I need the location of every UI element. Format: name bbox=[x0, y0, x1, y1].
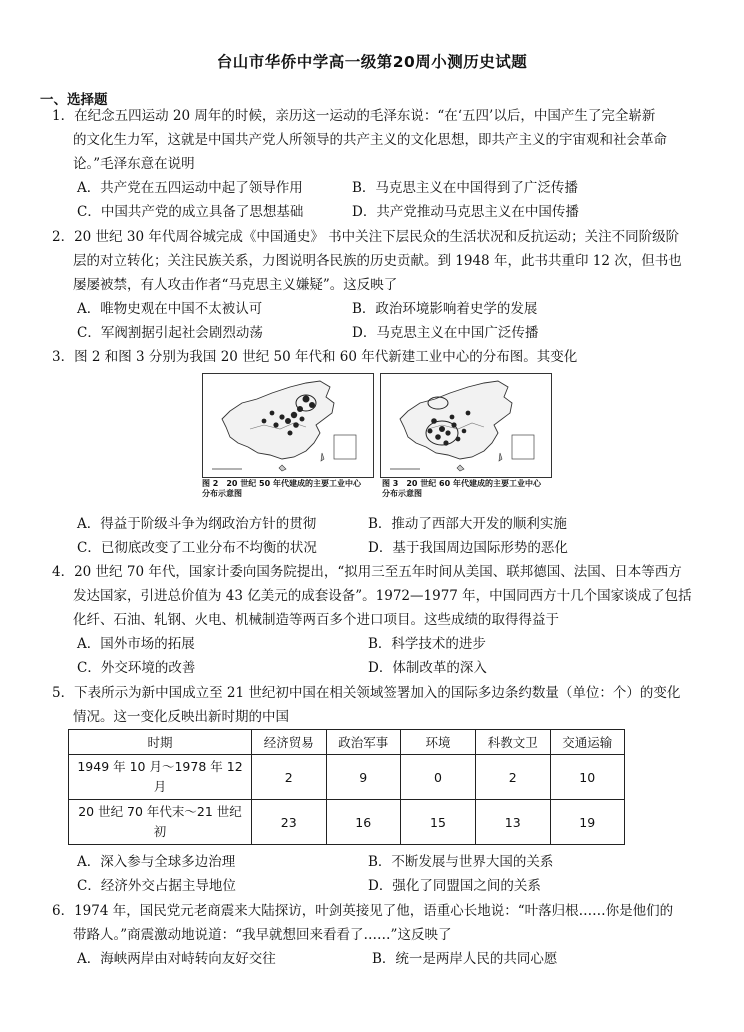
section-heading: 一、选择题 bbox=[40, 92, 108, 108]
page-title: 台山市华侨中学高一级第20周小测历史试题 bbox=[216, 53, 528, 71]
value-cell: 13 bbox=[476, 800, 551, 845]
value-cell: 10 bbox=[550, 755, 625, 800]
center-dot bbox=[270, 411, 275, 416]
question-4-line-1: 4．20 世纪 70 年代，国家计委向国务院提出，“拟用三至五年时间从美国、联邦德国、法国、日本等西方 bbox=[52, 564, 682, 580]
question-1-option-b: B．马克思主义在中国得到了广泛传播 bbox=[352, 180, 578, 196]
question-3-line-1: 3．图 2 和图 3 分别为我国 20 世纪 50 年代和 60 年代新建工业中心的分布图。其变化 bbox=[52, 349, 578, 365]
question-1-line-2: 的文化生力军，这就是中国共产党人所领导的共产主义的文化思想，即共产主义的宇宙观和社会革命 bbox=[73, 132, 667, 148]
column-header-economy-trade: 经济贸易 bbox=[252, 730, 327, 755]
center-dot bbox=[303, 396, 310, 403]
question-2-option-a: A．唯物史观在中国不太被认可 bbox=[77, 301, 263, 317]
question-1-option-a: A．共产党在五四运动中起了领导作用 bbox=[77, 180, 303, 196]
value-cell: 23 bbox=[252, 800, 327, 845]
column-header-environment: 环境 bbox=[401, 730, 476, 755]
center-dot bbox=[439, 426, 445, 432]
question-6-line-2: 带路人。”商震激动地说道：“我早就想回来看看了……”这反映了 bbox=[73, 927, 452, 943]
column-header-period: 时期 bbox=[69, 730, 252, 755]
question-2-option-b: B．政治环境影响着史学的发展 bbox=[352, 301, 538, 317]
period-line-1: 1949 年 10 月～1978 年 12 bbox=[77, 759, 243, 774]
value-cell: 0 bbox=[401, 755, 476, 800]
value-cell: 2 bbox=[476, 755, 551, 800]
figure-2-caption-line-2: 分布示意图 bbox=[202, 489, 242, 498]
center-dot bbox=[450, 415, 455, 420]
center-dot bbox=[462, 429, 467, 434]
value-cell: 19 bbox=[550, 800, 625, 845]
center-dot bbox=[293, 422, 299, 428]
question-2-option-c: C．军阀割据引起社会剧烈动荡 bbox=[77, 325, 263, 341]
period-line-2: 月 bbox=[153, 779, 167, 794]
question-4-option-a: A．国外市场的拓展 bbox=[77, 636, 195, 652]
question-5-option-d: D．强化了同盟国之间的关系 bbox=[368, 878, 541, 894]
center-dot bbox=[291, 412, 297, 418]
center-dot bbox=[428, 429, 433, 434]
period-cell bbox=[69, 800, 252, 845]
question-4-option-c: C．外交环境的改善 bbox=[77, 660, 196, 676]
treaty-count-table bbox=[68, 729, 625, 845]
figure-3-caption-line-1: 图 3 20 世纪 60 年代建成的主要工业中心 bbox=[382, 479, 541, 488]
figure-2-caption-line-1: 图 2 20 世纪 50 年代建成的主要工业中心 bbox=[202, 479, 361, 488]
question-3-option-b: B．推动了西部大开发的顺利实施 bbox=[368, 516, 567, 532]
table-row bbox=[69, 755, 625, 800]
industrial-center-maps bbox=[202, 373, 552, 500]
period-cell bbox=[69, 755, 252, 800]
figure-3-caption-line-2: 分布示意图 bbox=[382, 489, 422, 498]
question-3-option-c: C．已彻底改变了工业分布不均衡的状况 bbox=[77, 540, 317, 556]
question-1-line-1: 1．在纪念五四运动 20 周年的时候，亲历这一运动的毛泽东说：“在‘五四’以后，中国产生了完全崭新 bbox=[52, 108, 656, 124]
center-dot bbox=[273, 422, 278, 427]
question-5-option-b: B．不断发展与世界大国的关系 bbox=[368, 854, 554, 870]
center-dot bbox=[288, 431, 293, 436]
question-6-line-1: 6．1974 年，国民党元老商震来大陆探访，叶剑英接见了他，语重心长地说：“叶落归根……你是他们的 bbox=[52, 903, 674, 919]
question-4-option-d: D．体制改革的深入 bbox=[368, 660, 487, 676]
question-1-option-c: C．中国共产党的成立具备了思想基础 bbox=[77, 204, 304, 220]
question-1-line-3: 论。”毛泽东意在说明 bbox=[73, 156, 195, 172]
column-header-transport: 交通运输 bbox=[550, 730, 625, 755]
center-dot bbox=[435, 434, 441, 440]
center-dot bbox=[279, 414, 284, 419]
value-cell: 15 bbox=[401, 800, 476, 845]
question-6-option-a: A．海峡两岸由对峙转向友好交往 bbox=[77, 951, 276, 967]
value-cell: 2 bbox=[252, 755, 327, 800]
question-5-option-c: C．经济外交占据主导地位 bbox=[77, 878, 236, 894]
question-4-option-b: B．科学技术的进步 bbox=[368, 636, 486, 652]
value-cell: 16 bbox=[326, 800, 401, 845]
question-2-option-d: D．马克思主义在中国广泛传播 bbox=[352, 325, 539, 341]
center-dot bbox=[300, 417, 305, 422]
question-6-option-b: B．统一是两岸人民的共同心愿 bbox=[372, 951, 558, 967]
period-line-1: 20 世纪 70 年代末～21 世纪 bbox=[78, 804, 242, 819]
center-dot bbox=[466, 411, 471, 416]
question-5-line-1: 5．下表所示为新中国成立至 21 世纪初中国在相关领域签署加入的国际多边条约数量（单位：个）的变化 bbox=[52, 685, 681, 701]
question-4-line-2: 发达国家，引进总价值为 43 亿美元的成套设备”。1972—1977 年，中国同西方十几个国家谈成了包括 bbox=[73, 588, 692, 604]
value-cell: 9 bbox=[326, 755, 401, 800]
question-3-option-d: D．基于我国周边国际形势的恶化 bbox=[368, 540, 568, 556]
question-5-line-2: 情况。这一变化反映出新时期的中国 bbox=[73, 709, 289, 725]
question-3-option-a: A．得益于阶级斗争为纲政治方针的贯彻 bbox=[77, 516, 317, 532]
center-dot bbox=[262, 419, 267, 424]
center-dot bbox=[445, 430, 450, 435]
question-2-line-2: 层的对立转化；关注民族关系，力图说明各民族的历史贡献。到 1948 年，此书共重印 12 次，但书也 bbox=[73, 253, 682, 269]
question-2-line-1: 2．20 世纪 30 年代周谷城完成《中国通史》 书中关注下层民众的生活状况和反抗运动；关注不同阶级阶 bbox=[52, 229, 680, 245]
table-header-row bbox=[69, 730, 625, 755]
question-1-option-d: D．共产党推动马克思主义在中国传播 bbox=[352, 204, 579, 220]
question-4-line-3: 化纤、石油、轧钢、火电、机械制造等两百多个进口项目。这些成绩的取得得益于 bbox=[73, 612, 559, 628]
center-dot bbox=[285, 418, 291, 424]
column-header-science-education: 科教文卫 bbox=[476, 730, 551, 755]
period-line-2: 初 bbox=[153, 824, 167, 839]
column-header-politics-military: 政治军事 bbox=[326, 730, 401, 755]
question-2-line-3: 屡屡被禁，有人攻击作者“马克思主义嫌疑”。这反映了 bbox=[73, 277, 398, 293]
table-row bbox=[69, 800, 625, 845]
question-5-option-a: A．深入参与全球多边治理 bbox=[77, 854, 236, 870]
